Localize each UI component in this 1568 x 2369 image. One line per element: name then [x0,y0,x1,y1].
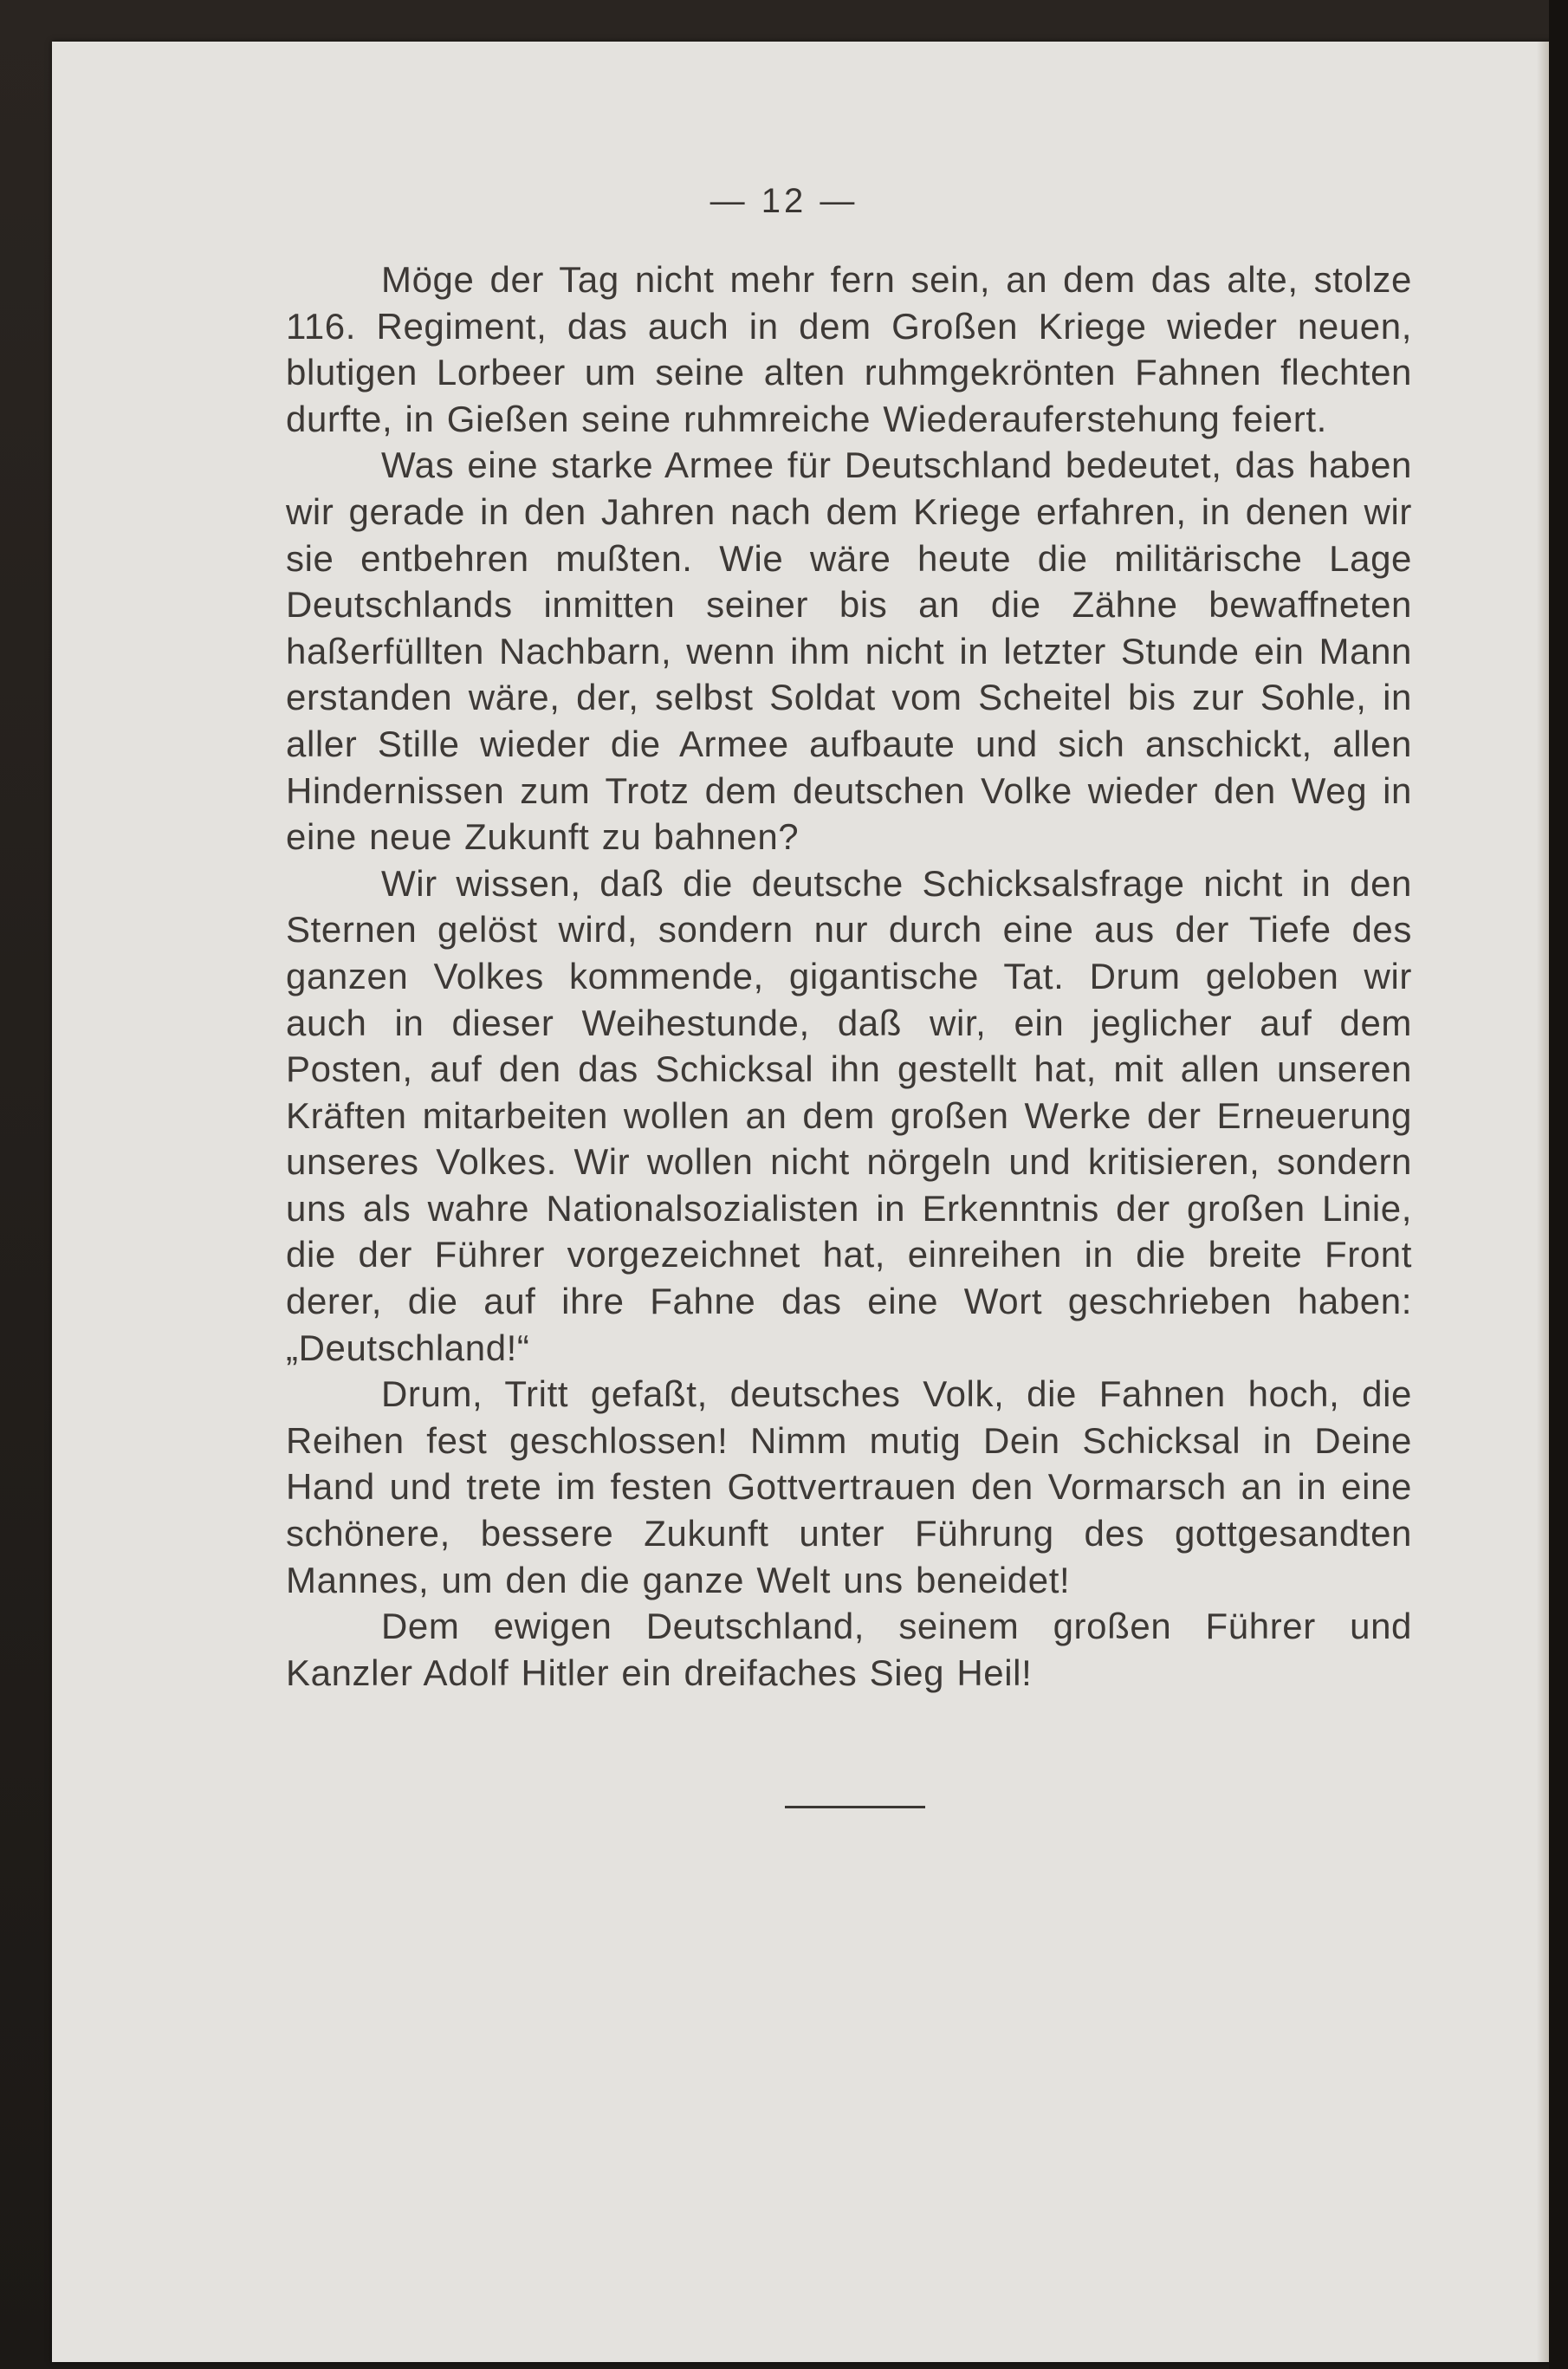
body-text [286,256,1412,1696]
closing-rule [785,1806,925,1808]
paragraph: Wir wissen, daß die deutsche Schicksalsfrage nicht in den Sternen gelöst wird, sondern nur durch eine aus der Tiefe des ganzen Volkes kommende, gigantische Tat. Drum geloben wir auch in dieser Weihestunde, daß wir, ein jeglicher auf dem Posten, auf den das Schicksal ihn gestellt hat, mit allen unseren Kräften mitarbeiten wollen an dem großen Werke der Erneuerung unseres Volkes. Wir wollen nicht nörgeln und kritisieren, sondern uns als wahre Nationalsozialisten in Erkenntnis der großen Linie, die der Führer vorgezeichnet hat, einreihen in die breite Front derer, die auf ihre Fahne das eine Wort geschrieben haben: „Deutschland!“ [286,862,1412,1368]
paragraph: Drum, Tritt gefaßt, deutsches Volk, die Fahnen hoch, die Reihen fest geschlossen! Nimm mutig Dein Schicksal in Deine Hand und trete im festen Gottvertrauen den Vormarsch an in eine schönere, bessere Zukunft unter Führung des gottgesandten Mannes, um den die ganze Welt uns beneidet! [286,1373,1412,1600]
paragraph: Was eine starke Armee für Deutschland bedeutet, das haben wir gerade in den Jahren nach dem Kriege erfahren, in denen wir sie entbehren mußten. Wie wäre heute die militärische Lage Deutschlands inmitten seiner bis an die Zähne bewaffneten haßerfüllten Nachbarn, wenn ihm nicht in letzter Stunde ein Mann erstanden wäre, der, selbst Soldat vom Scheitel bis zur Sohle, in aller Stille wieder die Armee aufbaute und sich anschickt, allen Hindernissen zum Trotz dem deutschen Volke wieder den Weg in eine neue Zukunft zu bahnen? [286,445,1412,858]
paragraph: Dem ewigen Deutschland, seinem großen Führer und Kanzler Adolf Hitler ein dreifaches Sieg Heil! [286,1606,1412,1693]
book-binding [1549,0,1568,2369]
paragraph: Möge der Tag nicht mehr fern sein, an dem das alte, stolze 116. Regiment, das auch in dem Großen Kriege wieder neuen, blutigen Lorbeer um seine alten ruhmgekrönten Fahnen flechten durfte, in Gießen seine ruhmreiche Wiederauferstehung feiert. [286,259,1412,439]
page-number: — 12 — [709,182,859,220]
